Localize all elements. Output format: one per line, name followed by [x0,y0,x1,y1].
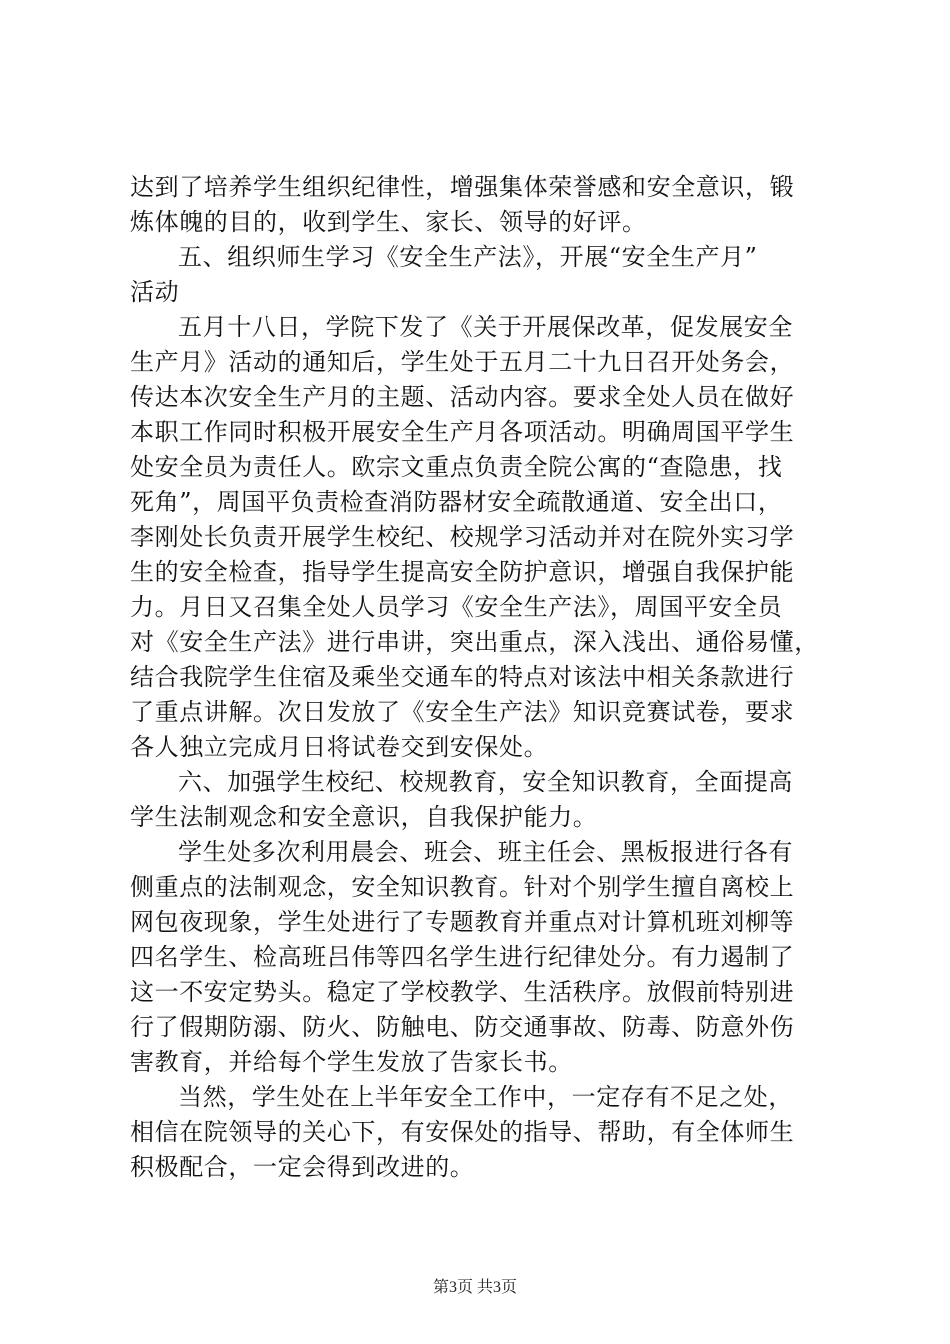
text-line: 害教育，并给每个学生发放了告家长书。 [130,1048,573,1076]
text-line: 行了假期防溺、防火、防触电、防交通事故、防毒、防意外伤 [130,1013,795,1041]
text-line: 相信在院领导的关心下，有安保处的指导、帮助，有全体师生 [130,1118,795,1146]
text-line: 死角”，周国平负责检查消防器材安全疏散通道、安全出口， [130,488,783,516]
paragraph-first-line: 当然，学生处在上半年安全工作中，一定存有不足之处， [178,1083,793,1111]
section-heading-line: 活动 [130,278,180,306]
text-line: 处安全员为责任人。欧宗文重点负责全院公寓的“查隐患，找 [130,453,783,481]
text-line: 各人独立完成月日将试卷交到安保处。 [130,733,549,761]
text-line: 网包夜现象，学生处进行了专题教育并重点对计算机班刘柳等 [130,908,795,936]
text-line: 积极配合，一定会得到改进的。 [130,1153,475,1181]
paragraph-first-line: 学生处多次利用晨会、班会、班主任会、黑板报进行各有 [178,838,793,866]
text-line: 了重点讲解。次日发放了《安全生产法》知识竞赛试卷，要求 [130,698,795,726]
text-line: 李刚处长负责开展学生校纪、校规学习活动并对在院外实习学 [130,523,795,551]
text-line: 生产月》活动的通知后，学生处于五月二十九日召开处务会， [130,348,795,376]
text-line: 侧重点的法制观念，安全知识教育。针对个别学生擅自离校上 [130,873,795,901]
text-line: 传达本次安全生产月的主题、活动内容。要求全处人员在做好 [130,383,795,411]
text-line: 达到了培养学生组织纪律性，增强集体荣誉感和安全意识，锻 [130,173,795,201]
text-line: 这一不安定势头。稳定了学校教学、生活秩序。放假前特别进 [130,978,795,1006]
section-heading-line: 学生法制观念和安全意识，自我保护能力。 [130,803,598,831]
text-line: 炼体魄的目的，收到学生、家长、领导的好评。 [130,208,647,236]
text-line: 结合我院学生住宿及乘坐交通车的特点对该法中相关条款进行 [130,663,795,691]
text-line: 本职工作同时积极开展安全生产月各项活动。明确周国平学生 [130,418,795,446]
paragraph-first-line: 五月十八日，学院下发了《关于开展保改革，促发展安全 [178,313,793,341]
text-line: 四名学生、检高班吕伟等四名学生进行纪律处分。有力遏制了 [130,943,795,971]
section-heading-line: 六、加强学生校纪、校规教育，安全知识教育，全面提高 [178,768,793,796]
page-number-footer: 第3页 共3页 [432,1279,517,1296]
text-line: 对《安全生产法》进行串讲，突出重点，深入浅出、通俗易懂， [130,628,819,656]
section-heading-line: 五、组织师生学习《安全生产法》，开展“安全生产月” [178,243,758,271]
text-line: 生的安全检查，指导学生提高安全防护意识，增强自我保护能 [130,558,795,586]
text-line: 力。月日又召集全处人员学习《安全生产法》，周国平安全员 [130,593,783,621]
document-body [130,170,826,1185]
